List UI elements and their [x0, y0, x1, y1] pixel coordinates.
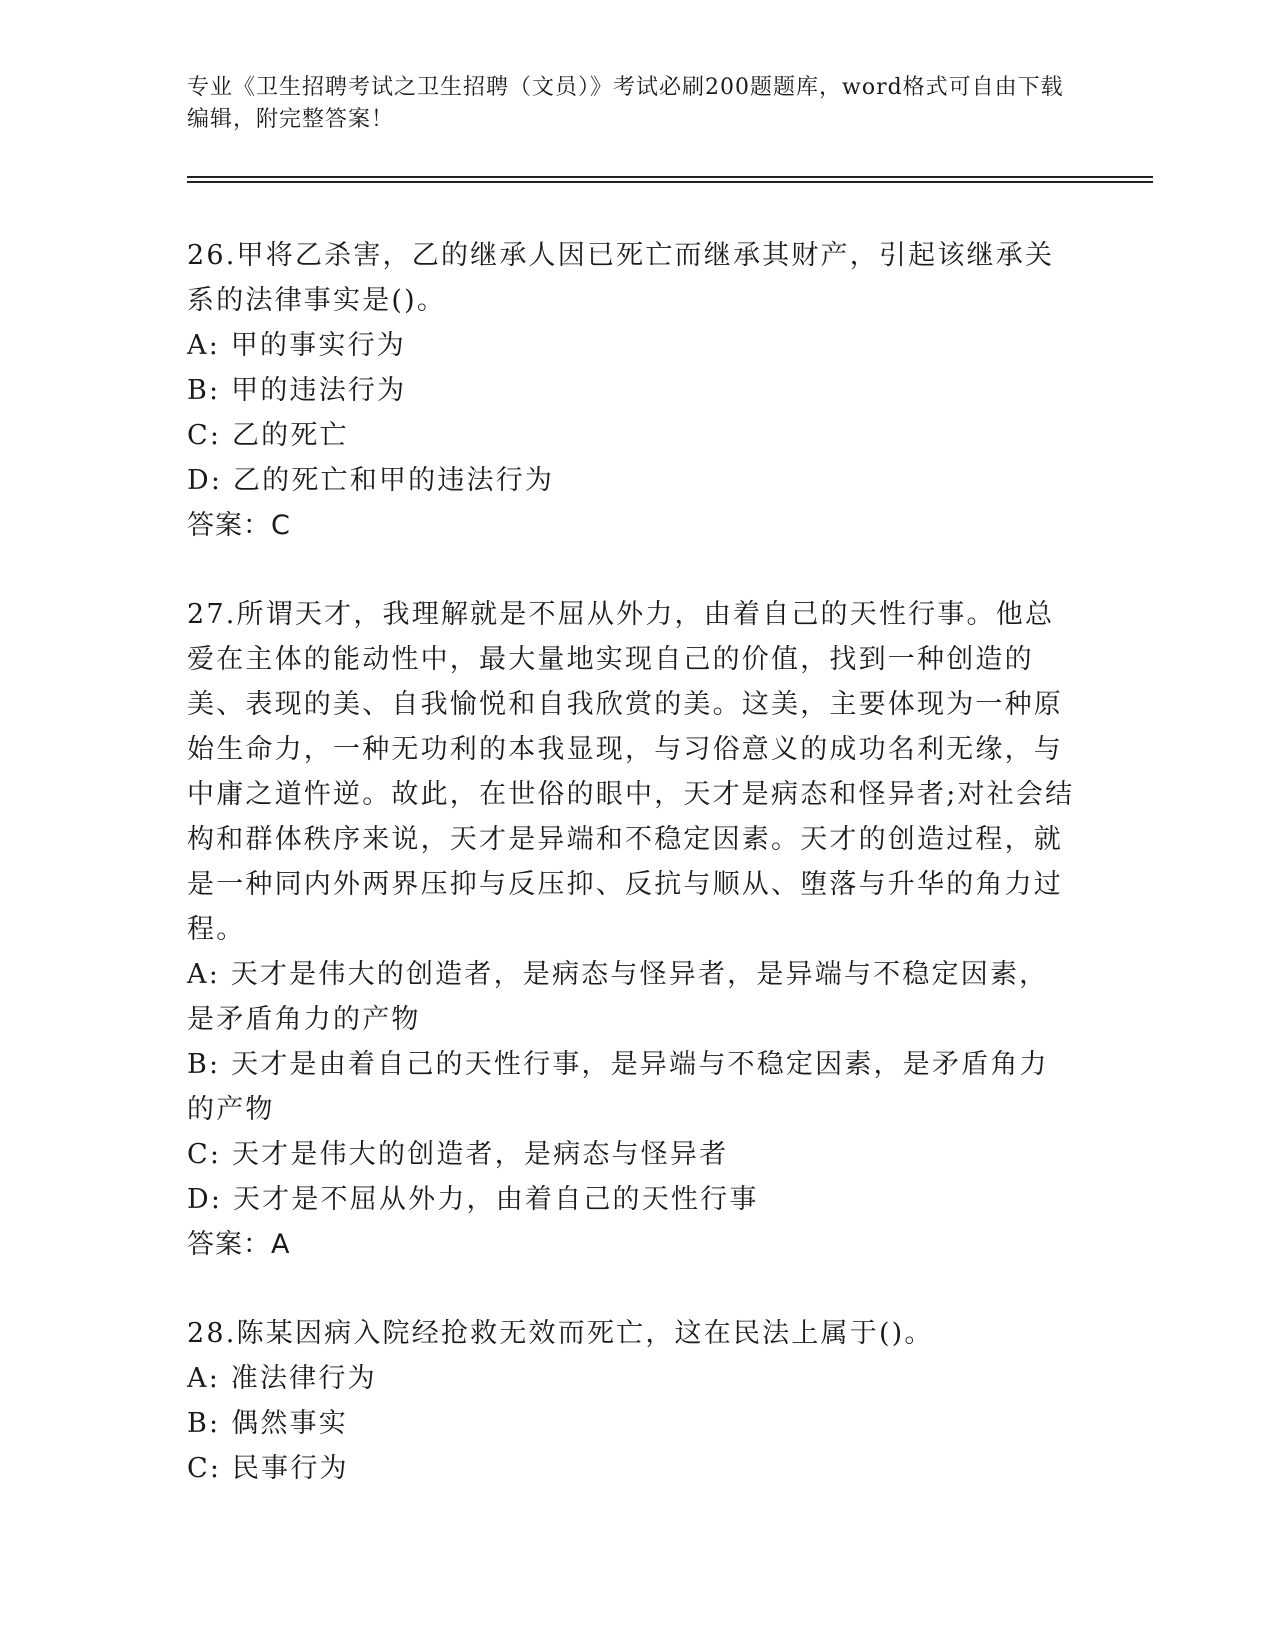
option-a: A: 甲的事实行为	[187, 330, 406, 361]
question-stem: 28.陈某因病入院经抢救无效而死亡，这在民法上属于()。	[187, 1318, 934, 1349]
option-d: D: 乙的死亡和甲的违法行为	[187, 465, 555, 496]
option-c: C: 乙的死亡	[187, 420, 349, 451]
option-b: B: 甲的违法行为	[187, 375, 407, 406]
question-26	[187, 233, 1077, 548]
option-b: B: 天才是由着自己的天性行事，是异端与不稳定因素，是矛盾角力的产物	[187, 1049, 1049, 1125]
question-28	[187, 1311, 1077, 1491]
question-27	[187, 592, 1077, 1267]
answer-line: 答案：A	[187, 1229, 291, 1260]
option-b: B: 偶然事实	[187, 1408, 348, 1439]
answer-line: 答案：C	[187, 510, 291, 541]
question-stem: 26.甲将乙杀害，乙的继承人因已死亡而继承其财产，引起该继承关系的法律事实是()。	[187, 240, 1055, 316]
document-header: 专业《卫生招聘考试之卫生招聘（文员）》考试必刷200题题库，word格式可自由下载编辑，附完整答案！	[187, 75, 1064, 132]
question-list	[187, 233, 1077, 1535]
header-rule-bottom	[187, 181, 1153, 183]
option-c: C: 天才是伟大的创造者，是病态与怪异者	[187, 1139, 729, 1170]
question-stem: 27.所谓天才，我理解就是不屈从外力，由着自己的天性行事。他总爱在主体的能动性中，最大量地实现自己的价值，找到一种创造的美、表现的美、自我愉悦和自我欣赏的美。这美，主要体现为一种原始生命力，一种无功利的本我显现，与习俗意义的成功名利无缘，与中庸之道忤逆。故此，在世俗的眼中，天才是病态和怪异者;对社会结构和群体秩序来说，天才是异端和不稳定因素。天才的创造过程，就是一种同内外两界压抑与反压抑、反抗与顺从、堕落与升华的角力过程。	[187, 599, 1075, 945]
option-a: A: 准法律行为	[187, 1363, 377, 1394]
option-a: A: 天才是伟大的创造者，是病态与怪异者，是异端与不稳定因素，是矛盾角力的产物	[187, 959, 1049, 1035]
option-d: D: 天才是不屈从外力，由着自己的天性行事	[187, 1184, 759, 1215]
header-rule-top	[187, 176, 1153, 178]
option-c: C: 民事行为	[187, 1453, 349, 1484]
